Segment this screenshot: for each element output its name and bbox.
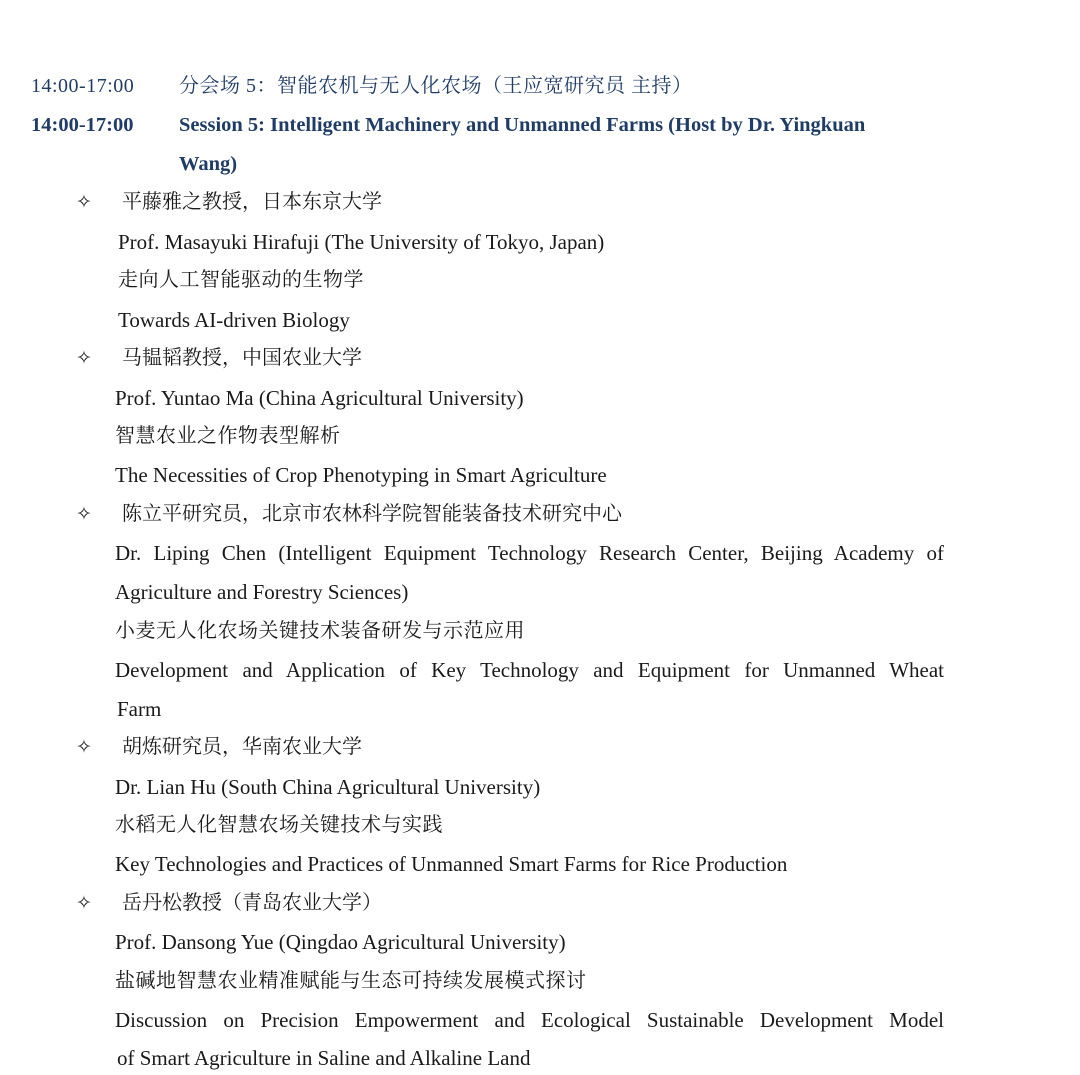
talk-3-title-cn: 小麦无人化农场关键技术装备研发与示范应用 [115, 620, 525, 642]
bullet-icon: ✧ [76, 892, 92, 914]
talk-5-title-en: Discussion on Precision Empowerment and Ecological Sustainable Development Model [115, 1008, 944, 1032]
session-title-en-continued: Wang) [179, 153, 238, 175]
talk-1-speaker-cn: 平藤雅之教授，日本东京大学 [122, 191, 382, 213]
talk-1-title-cn: 走向人工智能驱动的生物学 [118, 269, 364, 291]
talk-5-speaker-cn: 岳丹松教授（青岛农业大学） [122, 892, 382, 914]
bullet-icon: ✧ [76, 503, 92, 525]
bullet-icon: ✧ [76, 736, 92, 758]
talk-2-title-en: The Necessities of Crop Phenotyping in Smart Agriculture [115, 463, 607, 487]
talk-3-speaker-en: Dr. Liping Chen (Intelligent Equipment Technology Research Center, Beijing Academy of [115, 541, 944, 565]
talk-5-title-en-continued: of Smart Agriculture in Saline and Alkaline Land [117, 1046, 531, 1070]
talk-2-title-cn: 智慧农业之作物表型解析 [115, 425, 341, 447]
talk-1-title-en: Towards AI-driven Biology [118, 308, 350, 332]
session-time-en: 14:00-17:00 [31, 114, 134, 136]
session-title-en: Session 5: Intelligent Machinery and Unmanned Farms (Host by Dr. Yingkuan [179, 114, 866, 136]
talk-3-title-en-continued: Farm [117, 697, 162, 721]
bullet-icon: ✧ [76, 347, 92, 369]
talk-3-title-en: Development and Application of Key Technology and Equipment for Unmanned Wheat [115, 658, 944, 682]
talk-4-speaker-en: Dr. Lian Hu (South China Agricultural University) [115, 775, 541, 799]
bullet-icon: ✧ [76, 191, 92, 213]
talk-2-speaker-en: Prof. Yuntao Ma (China Agricultural University) [115, 386, 524, 410]
session-time-cn: 14:00-17:00 [31, 75, 135, 97]
session-title-cn: 分会场 5：智能农机与无人化农场（王应宽研究员 主持） [179, 75, 693, 97]
talk-1-speaker-en: Prof. Masayuki Hirafuji (The University of Tokyo, Japan) [118, 230, 605, 254]
talk-3-speaker-cn: 陈立平研究员，北京市农林科学院智能装备技术研究中心 [122, 503, 622, 525]
talk-3-speaker-en-continued: Agriculture and Forestry Sciences) [115, 580, 409, 604]
talk-5-title-cn: 盐碱地智慧农业精准赋能与生态可持续发展模式探讨 [115, 970, 587, 992]
talk-4-speaker-cn: 胡炼研究员，华南农业大学 [122, 736, 362, 758]
talk-5-speaker-en: Prof. Dansong Yue (Qingdao Agricultural University) [115, 930, 566, 954]
talk-4-title-cn: 水稻无人化智慧农场关键技术与实践 [115, 814, 443, 836]
talk-2-speaker-cn: 马韫韬教授，中国农业大学 [122, 347, 362, 369]
talk-4-title-en: Key Technologies and Practices of Unmanned Smart Farms for Rice Production [115, 852, 788, 876]
